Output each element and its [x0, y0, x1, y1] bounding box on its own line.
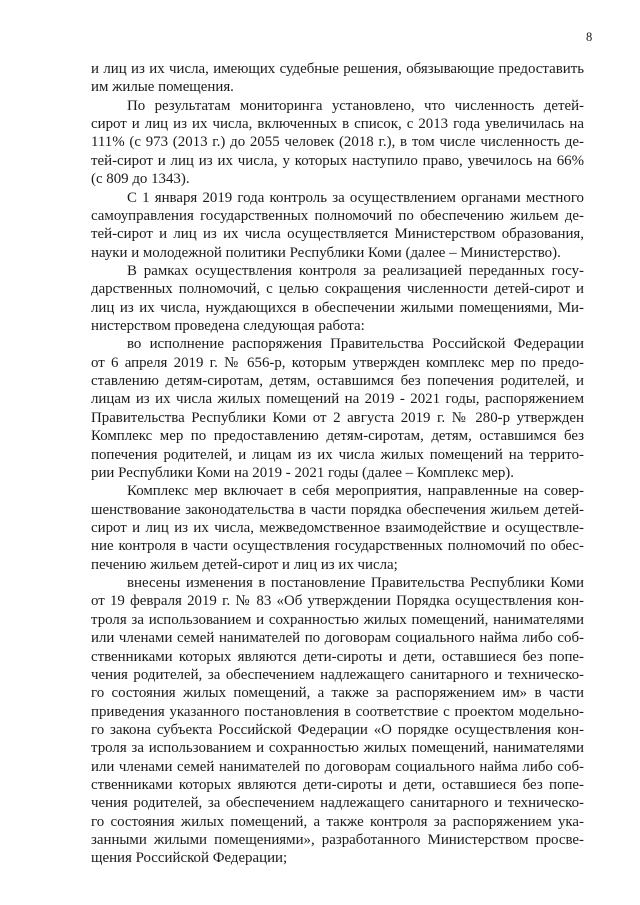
document-body	[91, 60, 584, 868]
text-line: 111% (с 973 (2013 г.) до 2055 человек (2018 г.), в том числе численность де-	[91, 134, 584, 151]
text-line: ственниками которых являются дети-сироты и дети, оставшиеся без попе-	[91, 777, 584, 794]
text-line: чения родителей, за обеспечением надлежащего санитарного и техническо-	[91, 795, 584, 812]
text-line: от 6 апреля 2019 г. № 656-р, которым утвержден комплекс мер по предо-	[91, 354, 584, 371]
text-line: дарственных полномочий, с целью сокращения численности детей-сирот и	[91, 281, 584, 298]
text-line: науки и молодежной политики Республики Коми (далее – Министерство).	[91, 244, 561, 261]
text-line: попечения родителей, и лицам из их числа жилых помещений на террито-	[91, 446, 584, 463]
text-line: занными жилыми помещениями», разработанного Министерством просве-	[91, 832, 584, 849]
text-line: чения родителей, за обеспечением надлежащего санитарного и техническо-	[91, 666, 584, 683]
text-line: или членами семей нанимателей по договорам социального найма либо соб-	[91, 630, 584, 647]
text-line: внесены изменения в постановление Правительства Республики Коми	[127, 575, 584, 592]
text-line: ставлению детям-сиротам, детям, оставшимся без попечения родителей, и	[91, 373, 584, 390]
text-line: Правительства Республики Коми от 2 августа 2019 г. № 280-р утвержден	[91, 409, 584, 426]
text-line: ственниками которых являются дети-сироты и дети, оставшиеся без попе-	[91, 648, 584, 665]
page-number: 8	[586, 30, 593, 44]
text-line: шенствование законодательства в части порядка обеспечения жильем детей-	[91, 501, 584, 518]
text-line: рии Республики Коми на 2019 - 2021 годы (далее – Комплекс мер).	[91, 464, 514, 481]
text-line: го состояния жилых помещений, а также за распоряжением им» в части	[91, 685, 584, 702]
text-line: ние контроля в части осуществления государственных полномочий по обес-	[91, 538, 584, 555]
text-line: от 19 февраля 2019 г. № 83 «Об утверждении Порядка осуществления кон-	[91, 593, 584, 610]
text-line: лицам из их числа жилых помещений на 2019 - 2021 годы, распоряжением	[91, 391, 584, 408]
text-line: тей-сирот и лиц из их числа осуществляется Министерством образования,	[91, 226, 584, 243]
text-line: лиц из их числа, нуждающихся в обеспечении жилыми помещениями, Ми-	[91, 299, 584, 316]
text-line: Комплекс мер по предоставлению детям-сиротам, детям, оставшимся без	[91, 428, 584, 445]
text-line: троля за использованием и сохранностью жилых помещений, нанимателями	[91, 611, 584, 628]
text-line: печению жильем детей-сирот и лиц из их числа;	[91, 556, 398, 573]
text-line: В рамках осуществления контроля за реализацией переданных госу-	[127, 262, 584, 279]
text-line: С 1 января 2019 года контроль за осуществлением органами местного	[127, 189, 584, 206]
text-line: или членами семей нанимателей по договорам социального найма либо соб-	[91, 758, 584, 775]
text-line: щения Российской Федерации;	[91, 850, 288, 867]
text-line: им жилые помещения.	[91, 79, 234, 96]
text-line: сирот и лиц из их числа, межведомственное взаимодействие и осуществле-	[91, 519, 584, 536]
text-line: го закона субъекта Российской Федерации «О порядке осуществления кон-	[91, 721, 584, 738]
text-line: и лиц из их числа, имеющих судебные решения, обязывающие предоставить	[91, 61, 584, 77]
text-line: нистерством проведена следующая работа:	[91, 318, 365, 335]
text-line: троля за использованием и сохранностью жилых помещений, нанимателями	[91, 740, 584, 757]
text-line: По результатам мониторинга установлено, что численность детей-	[127, 97, 584, 114]
text-line: (с 809 до 1343).	[91, 171, 190, 188]
text-line: приведения указанного постановления в соответствие с проектом модельно-	[91, 703, 584, 720]
text-line: сирот и лиц из их числа, включенных в список, с 2013 года увеличилась на	[91, 116, 584, 133]
text-line: тей-сирот и лиц из их числа, у которых наступило право, увечилось на 66%	[91, 152, 584, 169]
text-line: самоуправления государственных полномочий по обеспечению жильем де-	[91, 207, 584, 224]
text-line: во исполнение распоряжения Правительства Российской Федерации	[127, 336, 584, 353]
text-line: го состояния жилых помещений, а также контроля за распоряжением ука-	[91, 813, 584, 830]
text-line: Комплекс мер включает в себя мероприятия, направленные на совер-	[127, 483, 584, 500]
